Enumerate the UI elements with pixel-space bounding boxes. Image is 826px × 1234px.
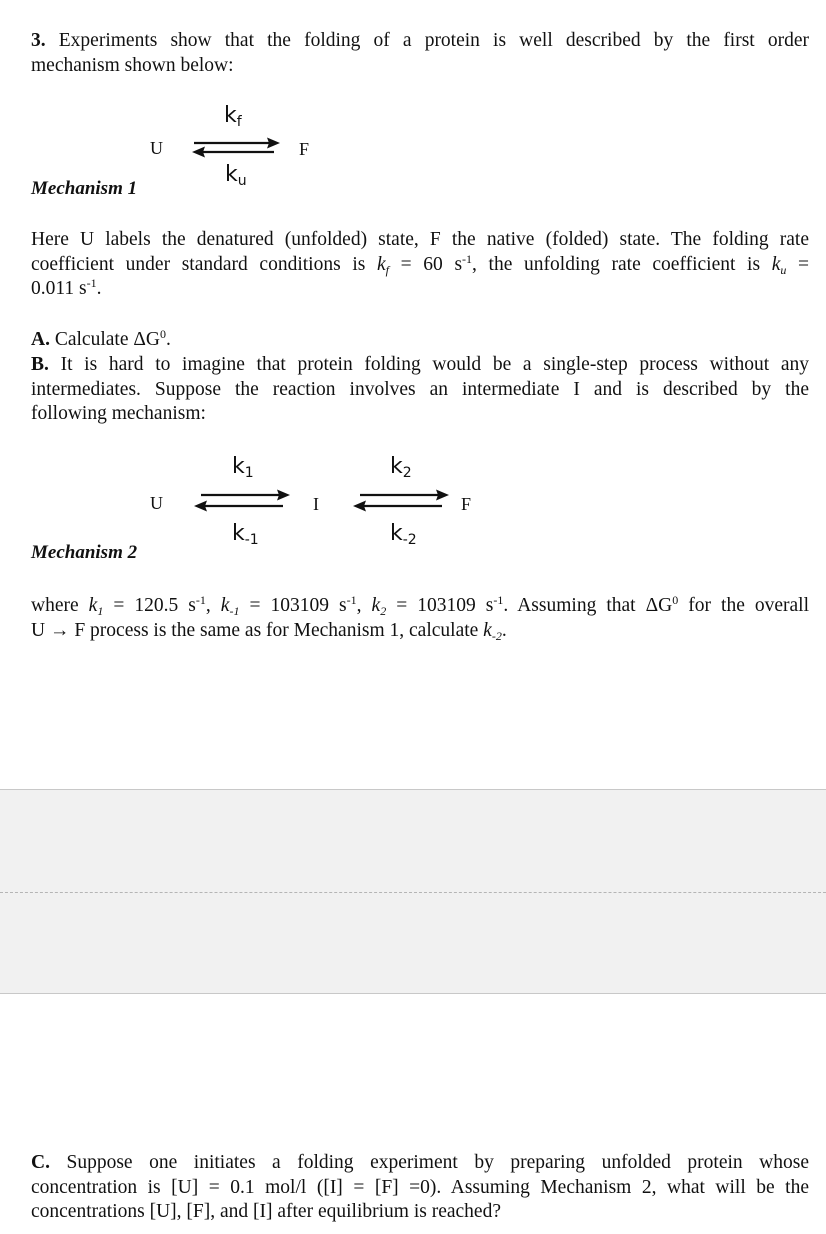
mech2-species-u: U [150,493,163,513]
description-line3: 0.011 $s^{-1}$. [31,276,102,299]
mech2-km2-rate: $k_{-2}$ [390,521,417,548]
part-b-label: B. [31,354,49,375]
question-intro-line1: 3. Experiments show that the folding of a protein is well described by the first order [31,30,809,51]
part-b-line1: B. It is hard to imagine that protein folding would be a single-step process without any [31,354,809,375]
mech2-k2-rate: $k_2$ [390,454,412,481]
question-intro [31,29,809,78]
mech2-km1-rate: $k_{-1}$ [232,521,259,548]
mech1-species-f: F [299,139,310,159]
where-paragraph [31,594,809,643]
part-c-label: C. [31,1152,50,1173]
mech2-k1-rate: $k_1$ [232,454,254,481]
description-line1: Here U labels the denatured (unfolded) state, F the native (folded) state. The folding rate [31,229,809,250]
mech1-species-u: U [150,138,163,158]
description-paragraph [31,228,809,302]
question-number: 3. [31,30,46,51]
mechanism-1-label: Mechanism 1 [31,178,138,199]
answer-area-top[interactable] [0,789,826,893]
where-line2: U → F process is the same as for Mechanism 1, calculate $k_{-2}$. [31,619,507,643]
page-break-divider [0,892,826,893]
part-a-text: Calculate ΔG [54,329,160,350]
part-a: A. Calculate $\Delta G^0$. [31,327,171,350]
part-b [31,353,809,427]
mech1-reverse-rate: $k_u$ [225,162,247,189]
where-line1: where $k_1 = 120.5$ $s^{-1}$, $k_{-1} = 103109$ $s^{-1}$, $k_2 = 103109$ $s^{-1}$. Assuming that $\Delta G^0$ for the overall [31,593,810,618]
mechanism-2-label: Mechanism 2 [31,542,138,563]
part-c-line3: concentrations [U], [F], and [I] after equilibrium is reached? [31,1201,501,1222]
mech2-equilibrium-arrows-1-icon [193,489,293,513]
answer-area-bottom[interactable] [0,893,826,994]
mech2-species-i: I [313,494,319,514]
part-c-line2: concentration is [U] = 0.1 mol/l ([I] = [F] =0). Assuming Mechanism 2, what will be the [31,1176,809,1198]
part-c [31,1151,809,1225]
part-c-line1: C. Suppose one initiates a folding experiment by preparing unfolded protein whose [31,1152,809,1173]
part-b-line3: following mechanism: [31,403,206,424]
mech1-forward-rate: $k_f$ [224,103,242,130]
question-intro-line2: mechanism shown below: [31,54,234,76]
mech1-equilibrium-arrows-icon [190,137,282,159]
part-b-line2: intermediates. Suppose the reaction involves an intermediate I and is described by the [31,378,809,400]
part-a-label: A. [31,329,50,350]
mech2-species-f: F [461,494,472,514]
description-line2: coefficient under standard conditions is $k_f = 60$ $s^{-1}$, the unfolding rate coefficient is $k_u$ = [31,251,810,277]
mech2-equilibrium-arrows-2-icon [352,489,452,513]
